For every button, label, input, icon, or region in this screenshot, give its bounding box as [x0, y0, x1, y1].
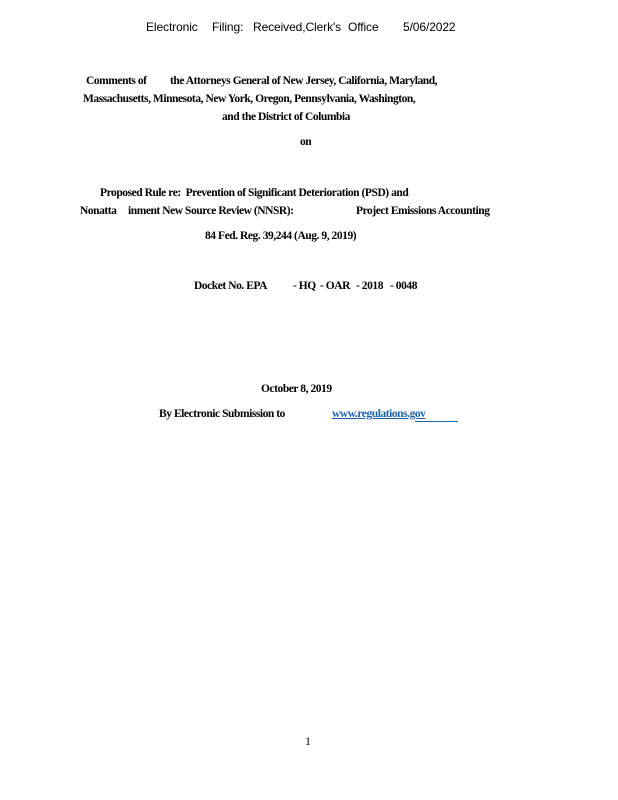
document-date: October 8, 2019	[261, 383, 332, 395]
docket-label: Docket No. EPA	[194, 280, 268, 292]
comments-attorneys-general-line: the Attorneys General of New Jersey, California, Maryland,	[170, 75, 438, 87]
proposed-rule-line1: Proposed Rule re: Prevention of Significant Deterioration (PSD) and	[100, 187, 409, 199]
on-text: on	[300, 136, 312, 148]
docket-part-hq: - HQ	[293, 280, 316, 292]
comments-district-line: and the District of Columbia	[222, 111, 350, 123]
docket-part-oar: - OAR	[320, 280, 351, 292]
filing-stamp-word-received: Received,Clerk's	[253, 20, 342, 34]
filing-stamp-word-electronic: Electronic	[146, 20, 198, 34]
proposed-rule-nnsr: inment New Source Review (NNSR):	[128, 205, 294, 217]
docket-part-year: - 2018	[356, 280, 384, 292]
comments-of-label: Comments of	[86, 75, 147, 87]
filing-stamp-word-office: Office	[348, 20, 379, 34]
comments-states-line: Massachusetts, Minnesota, New York, Oregon, Pennsylvania, Washington,	[83, 93, 416, 105]
proposed-rule-project-emissions: Project Emissions Accounting	[356, 205, 490, 217]
docket-part-number: - 0048	[390, 280, 418, 292]
filing-stamp-word-filing: Filing:	[212, 20, 244, 34]
submission-label: By Electronic Submission to	[159, 408, 285, 420]
regulations-gov-link[interactable]: www.regulations.gov	[332, 408, 426, 420]
federal-register-citation: 84 Fed. Reg. 39,244 (Aug. 9, 2019)	[205, 230, 357, 242]
link-underline-extension	[415, 421, 458, 422]
page-number: 1	[305, 734, 311, 748]
filing-stamp-date: 5/06/2022	[403, 20, 456, 34]
proposed-rule-nonatta: Nonatta	[80, 205, 117, 217]
